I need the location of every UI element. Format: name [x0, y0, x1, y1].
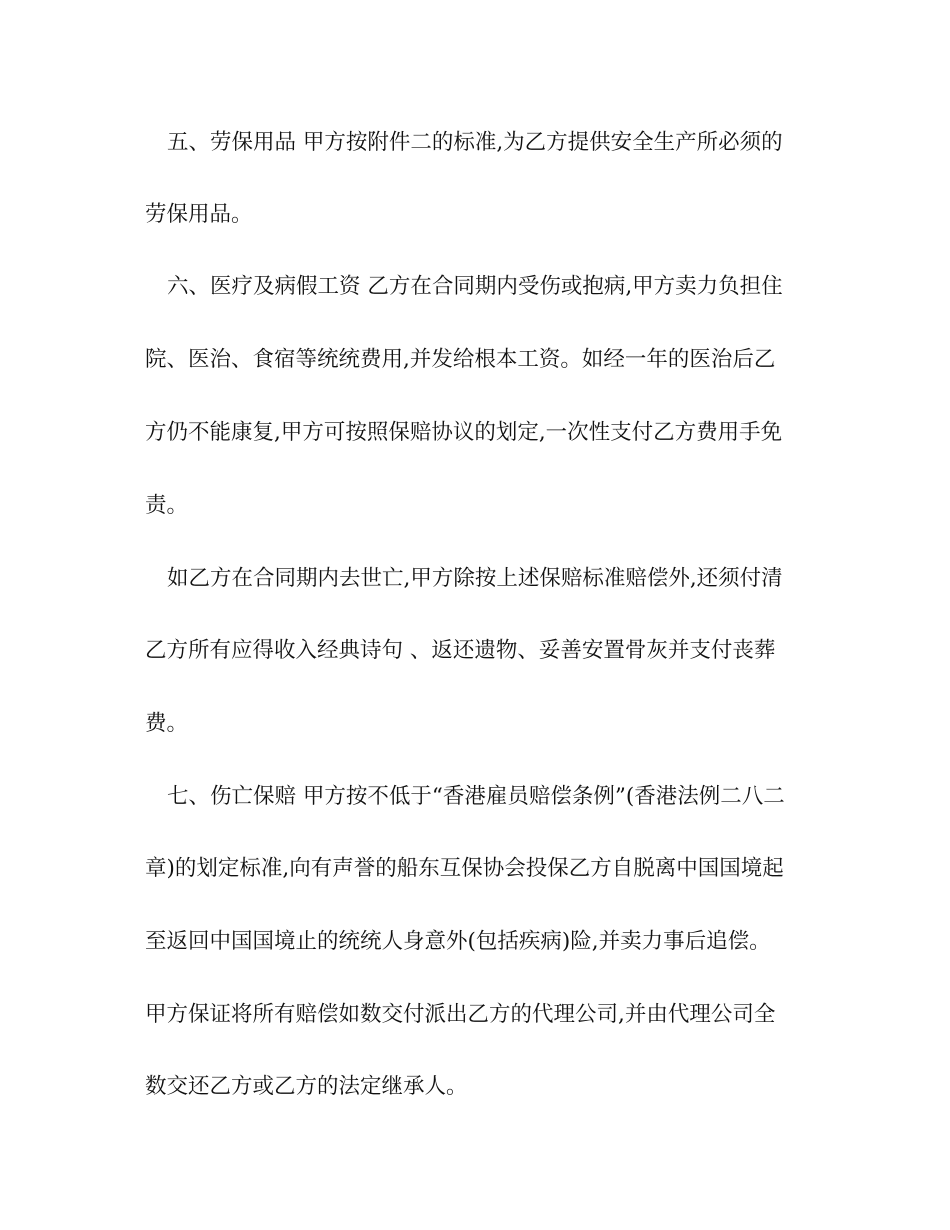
- text-line: 乙方所有应得收入经典诗句 、返还遗物、妥善安置骨灰并支付丧葬: [145, 638, 776, 663]
- text-line: 如乙方在合同期内去世亡,甲方除按上述保赔标准赔偿外,还须付清: [167, 566, 783, 591]
- text-line: 劳保用品。: [145, 202, 253, 227]
- text-line: 责。: [145, 493, 189, 518]
- text-line: 六、医疗及病假工资 乙方在合同期内受伤或抱病,甲方卖力负担住: [167, 274, 783, 299]
- text-line: 方仍不能康复,甲方可按照保赔协议的划定,一次性支付乙方费用手免: [145, 420, 783, 445]
- text-line: 费。: [145, 711, 189, 736]
- text-line: 院、医治、食宿等统统费用,并发给根本工资。如经一年的医治后乙: [145, 347, 776, 372]
- text-line: 七、伤亡保赔 甲方按不低于“香港雇员赔偿条例”(香港法例二八二: [167, 784, 785, 809]
- text-line: 至返回中国国境止的统统人身意外(包括疾病)险,并卖力事后追偿。: [145, 929, 771, 954]
- text-line: 章)的划定标准,向有声誉的船东互保协会投保乙方自脱离中国国境起: [145, 856, 784, 881]
- text-line: 甲方保证将所有赔偿如数交付派出乙方的代理公司,并由代理公司全: [145, 1002, 776, 1027]
- text-line: 五、劳保用品 甲方按附件二的标准,为乙方提供安全生产所必须的: [167, 130, 783, 155]
- text-line: 数交还乙方或乙方的法定继承人。: [145, 1074, 468, 1099]
